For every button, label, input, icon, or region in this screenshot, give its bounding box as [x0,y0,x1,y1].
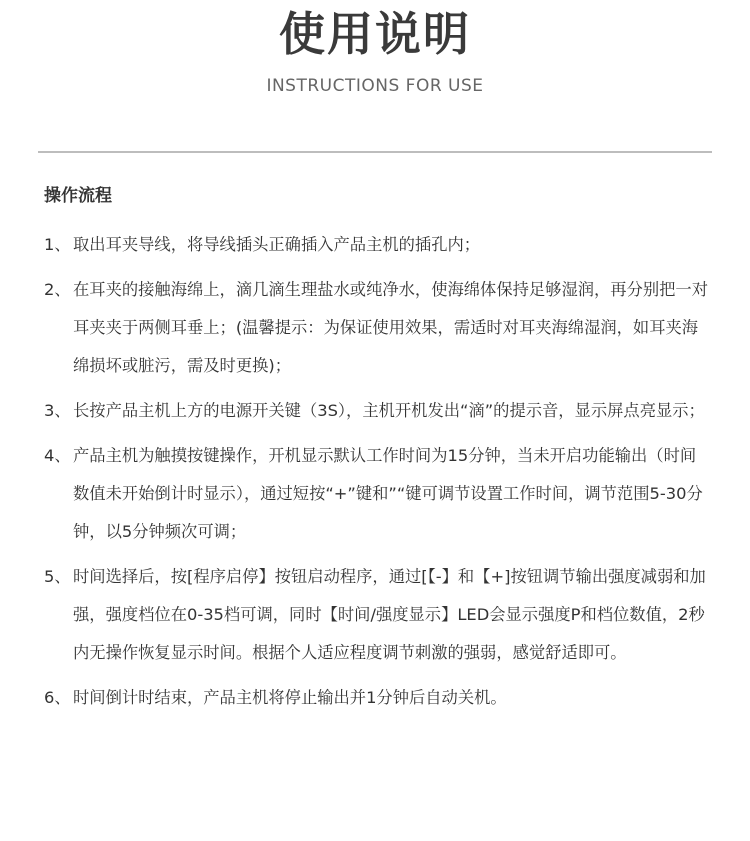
step-number: 6、 [44,688,71,707]
step-number: 3、 [44,401,71,420]
step-text: 产品主机为触摸按键操作，开机显示默认工作时间为15分钟，当未开启功能输出（时间数值未开始倒计时显示），通过短按“+”键和”“键可调节设置工作时间，调节范围5-30分钟，以5分钟频次可调； [73,446,703,541]
step-number: 4、 [44,446,71,465]
step-item-1 [44,226,712,264]
step-item-5 [44,558,712,672]
step-text: 时间倒计时结束，产品主机将停止输出并1分钟后自动关机。 [73,688,507,707]
page-subtitle: INSTRUCTIONS FOR USE [266,76,484,96]
step-number: 1、 [44,235,71,254]
step-item-3 [44,392,712,430]
step-item-4 [44,437,712,551]
step-text: 取出耳夹导线，将导线插头正确插入产品主机的插孔内； [73,235,481,254]
step-text: 在耳夹的接触海绵上，滴几滴生理盐水或纯净水，使海绵体保持足够湿润，再分别把一对耳夹夹于两侧耳垂上；(温馨提示：为保证使用效果，需适时对耳夹海绵湿润，如耳夹海绵损坏或脏污，需及时更换)； [73,280,708,375]
page-title: 使用说明 [279,7,471,61]
step-text: 长按产品主机上方的电源开关键（3S），主机开机发出“滴”的提示音，显示屏点亮显示； [73,401,705,420]
step-number: 2、 [44,280,71,299]
instruction-steps [44,226,712,724]
step-item-6 [44,679,712,717]
header-divider [38,151,712,153]
section-heading: 操作流程 [44,186,112,206]
step-item-2 [44,271,712,385]
step-text: 时间选择后，按[程序启停】按钮启动程序，通过[【-】和【+]按钮调节输出强度减弱和加强，强度档位在0-35档可调，同时【时间/强度显示】LED会显示强度P和档位数值，2秒内无操作恢复显示时间。根据个人适应程度调节刺激的强弱，感觉舒适即可。 [73,567,706,662]
step-number: 5、 [44,567,71,586]
